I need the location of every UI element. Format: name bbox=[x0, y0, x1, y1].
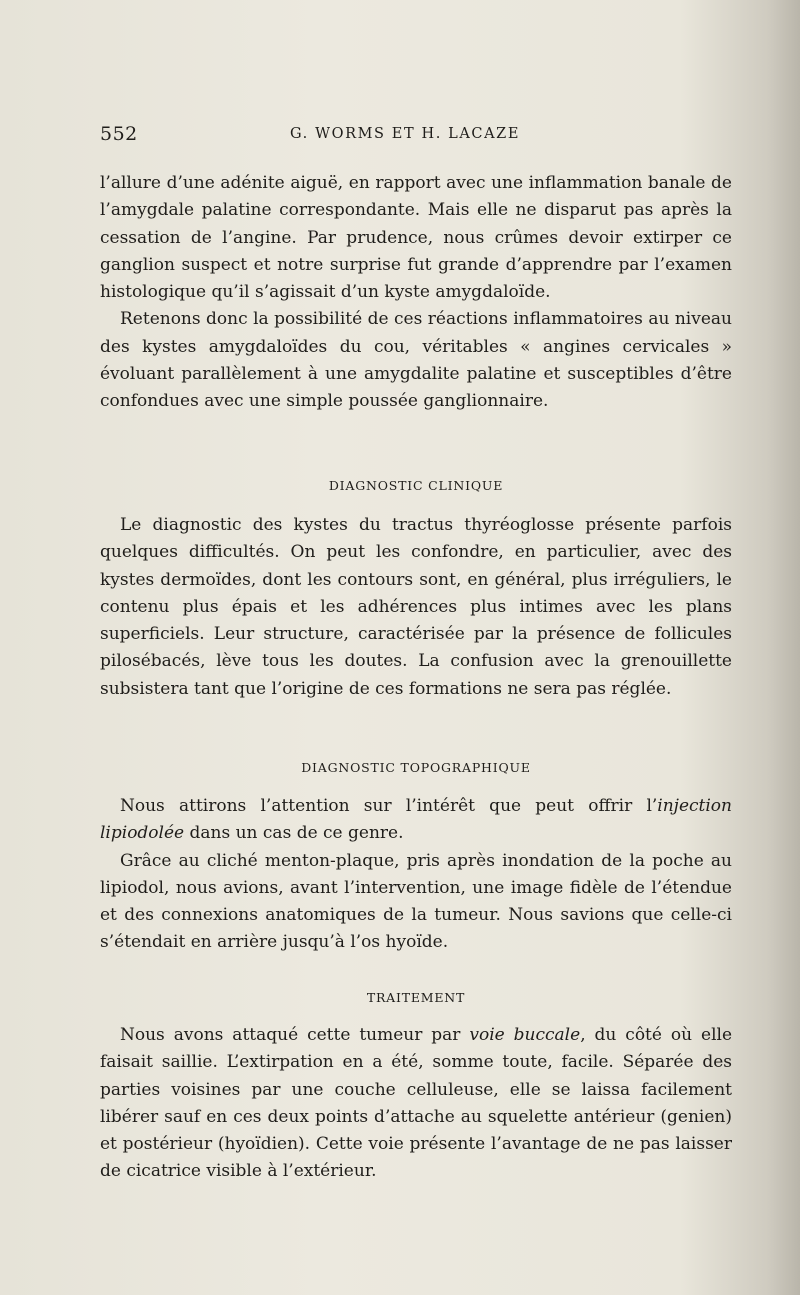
paragraph-diagnostic-clinique: Le diagnostic des kystes du tractus thyréoglosse présente parfois quelques difficultés. On peut les confondre, en particulier, avec des kystes dermoïdes, dont les contours sont, en général, plus irréguliers, le contenu plus épais et les adhérences plus intimes avec les plans superficiels. Leur structure, caractérisée par la présence de follicules pilosébacés, lève tous les doutes. La confusion avec la grenouillette subsistera tant que l’origine de ces formations ne sera pas réglée. bbox=[100, 515, 732, 699]
section-traitement bbox=[100, 1022, 732, 1186]
paragraph-injection bbox=[100, 793, 732, 848]
paragraph-retenons: Retenons donc la possibilité de ces réactions inflammatoires au niveau des kystes amygdaloïdes du cou, véritables « angines cervicales » évoluant parallèlement à une amygdalite palatine et susceptibles d’être confondues avec une simple poussée ganglionnaire. bbox=[100, 309, 732, 412]
heading-diagnostic-topographique: DIAGNOSTIC TOPOGRAPHIQUE bbox=[301, 760, 531, 775]
section-diagnostic-clinique bbox=[100, 512, 732, 703]
text-run: , du côté où elle faisait saillie. L’extirpation en a été, somme toute, facile. Séparée des parties voisines par une couche celluleuse, elle se laissa facilement libérer sauf en ces deux points d’attache au squelette antérieur (genien) et postérieur (hyoïdien). Cette voie présente l’avantage de ne pas laisser de cicatrice visible à l’extérieur. bbox=[100, 1025, 733, 1182]
paragraph-cliche: Grâce au cliché menton-plaque, pris après inondation de la poche au lipiodol, nous avions, avant l’intervention, une image fidèle de l’étendue et des connexions anatomiques de la tumeur. Nous savions que celle-ci s’étendait en arrière jusqu’à l’os hyoïde. bbox=[100, 850, 732, 953]
text-run: Nous avons attaqué cette tumeur par bbox=[120, 1025, 470, 1045]
section-intro bbox=[100, 170, 732, 416]
section-diagnostic-topographique bbox=[100, 793, 732, 957]
heading-traitement: TRAITEMENT bbox=[366, 990, 466, 1005]
page-header bbox=[100, 123, 730, 147]
text-run: Nous attirons l’attention sur l’intérêt que peut offrir l’ bbox=[120, 796, 658, 816]
paragraph-adenite: l’allure d’une adénite aiguë, en rapport avec une inflammation banale de l’amygdale palatine correspondante. Mais elle ne disparut pas après la cessation de l’angine. Par prudence, nous crûmes devoir extirper ce ganglion suspect et notre surprise fut grande d’apprendre par l’examen histologique qu’il s’agissait d’un kyste amygdaloïde. bbox=[100, 173, 732, 303]
text-run: dans un cas de ce genre. bbox=[184, 823, 404, 844]
italic-term-voie-buccale: voie buccale bbox=[469, 1025, 581, 1045]
heading-diagnostic-clinique: DIAGNOSTIC CLINIQUE bbox=[328, 478, 504, 493]
paragraph-traitement bbox=[100, 1022, 732, 1186]
running-head: G. WORMS ET H. LACAZE bbox=[290, 126, 521, 142]
page-number: 552 bbox=[100, 123, 138, 145]
italic-term-injection: injection lipiodolée bbox=[100, 796, 732, 844]
